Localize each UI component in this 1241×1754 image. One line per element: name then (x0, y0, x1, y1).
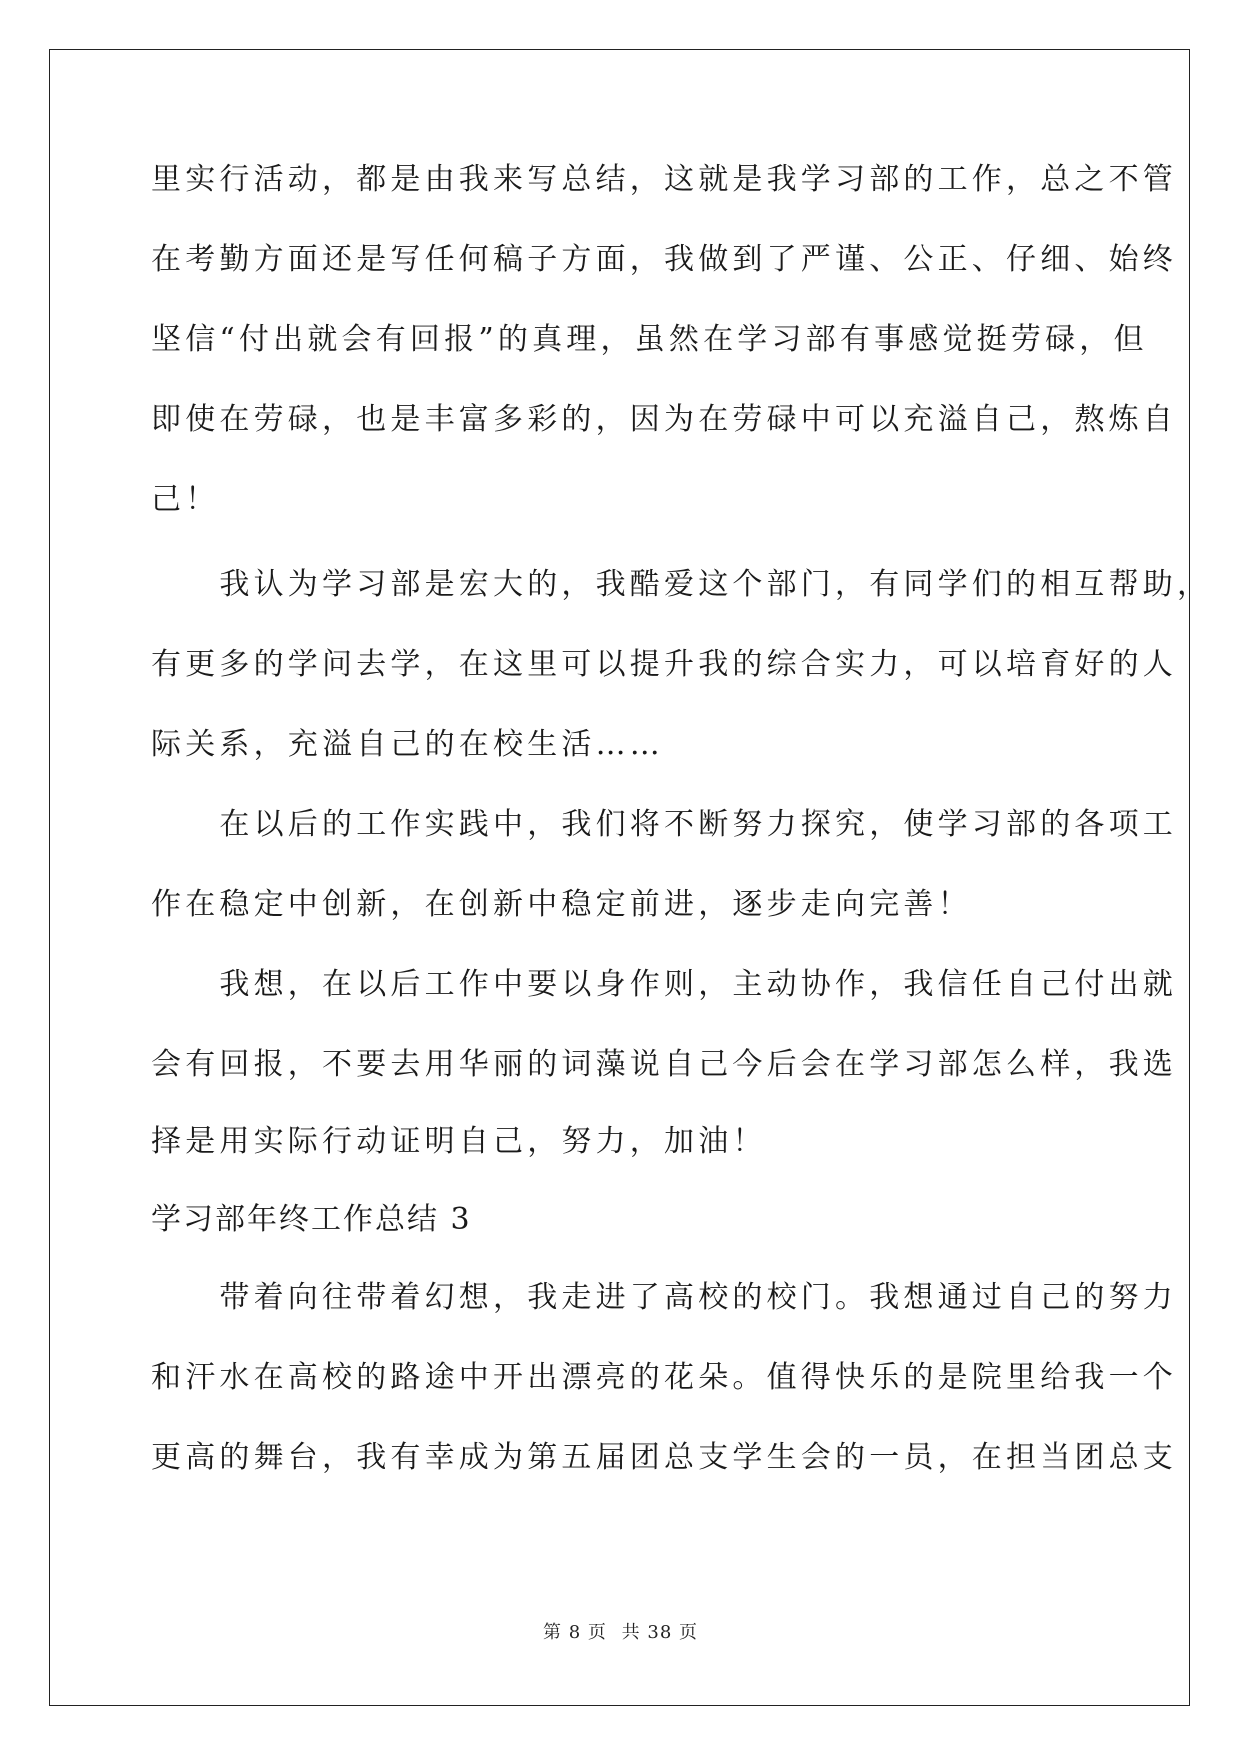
text-line: 际关系，充溢自己的在校生活…… (151, 727, 664, 762)
page-footer (0, 1618, 1241, 1644)
text-line: 在考勤方面还是写任何稿子方面，我做到了严谨、公正、仔细、始终 (151, 242, 1177, 277)
text-line: 我想，在以后工作中要以身作则，主动协作，我信任自己付出就 (151, 967, 1177, 1002)
text-line: 择是用实际行动证明自己，努力，加油！ (151, 1124, 767, 1159)
text-line: 更高的舞台，我有幸成为第五届团总支学生会的一员，在担当团总支 (151, 1440, 1177, 1475)
text-line: 和汗水在高校的路途中开出漂亮的花朵。值得快乐的是院里给我一个 (151, 1360, 1177, 1395)
text-line: 坚信“付出就会有回报”的真理，虽然在学习部有事感觉挺劳碌，但 (151, 322, 1148, 357)
text-line: 有更多的学问去学，在这里可以提升我的综合实力，可以培育好的人 (151, 647, 1177, 682)
text-line: 即使在劳碌，也是丰富多彩的，因为在劳碌中可以充溢自己，熬炼自 (151, 402, 1177, 437)
text-line: 己！ (151, 482, 220, 517)
section-heading: 学习部年终工作总结 3 (151, 1202, 472, 1237)
text-line: 作在稳定中创新，在创新中稳定前进，逐步走向完善！ (151, 887, 972, 922)
text-line: 里实行活动，都是由我来写总结，这就是我学习部的工作，总之不管 (151, 162, 1177, 197)
text-line: 带着向往带着幻想，我走进了高校的校门。我想通过自己的努力 (151, 1280, 1177, 1315)
text-line: 在以后的工作实践中，我们将不断努力探究，使学习部的各项工 (151, 807, 1177, 842)
text-line: 我认为学习部是宏大的，我酷爱这个部门，有同学们的相互帮助， (151, 567, 1212, 602)
page-total: 共 38 页 (621, 1622, 698, 1643)
page-number: 第 8 页 (543, 1622, 607, 1643)
text-line: 会有回报，不要去用华丽的词藻说自己今后会在学习部怎么样，我选 (151, 1047, 1177, 1082)
